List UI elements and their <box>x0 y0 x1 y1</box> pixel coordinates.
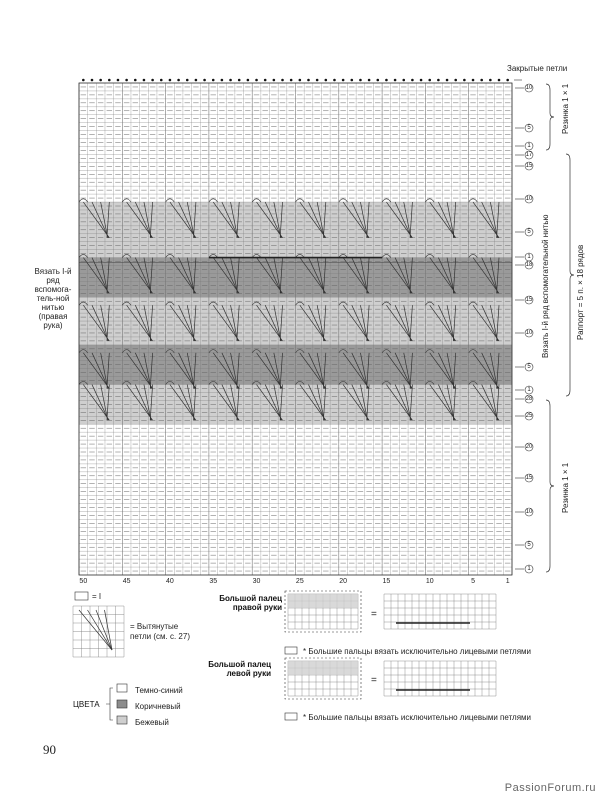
label-rib-bottom: Резинка 1 × 1 <box>561 462 570 513</box>
row-number-15: 15 <box>525 475 533 481</box>
pulled-loop-arc <box>252 199 261 202</box>
row-number-25: 25 <box>525 413 533 419</box>
thumb-right-shade <box>288 594 358 608</box>
closed-loop-dot <box>221 79 224 82</box>
pulled-loop-arc <box>166 199 175 202</box>
stitch-number-10: 10 <box>425 578 434 585</box>
closed-loop-dot <box>342 79 345 82</box>
watermark: PassionForum.ru <box>504 782 596 794</box>
closed-loop-dot <box>195 79 198 82</box>
closed-loop-dot <box>299 79 302 82</box>
closed-loop-dot <box>117 79 120 82</box>
row-number-10: 10 <box>525 330 533 336</box>
legend-pulled-loops-grid <box>73 606 124 657</box>
row-number-15: 15 <box>525 297 533 303</box>
label-aux-thread: Вязать I-й ряд вспомогательной нитью <box>541 214 550 358</box>
pulled-loop-arc <box>469 199 478 202</box>
swatch-brown <box>117 700 127 708</box>
row-number-1: 1 <box>527 387 531 393</box>
color-name-beige: Бежевый <box>135 718 169 727</box>
closed-loop-dot <box>454 79 457 82</box>
thumb-left-chart <box>285 658 361 699</box>
row-number-17: 17 <box>525 152 533 158</box>
closed-loop-dot <box>402 79 405 82</box>
closed-loop-dot <box>368 79 371 82</box>
thumb-right-note-symbol <box>285 647 297 654</box>
closed-loop-dot <box>437 79 440 82</box>
closed-loop-dot <box>307 79 310 82</box>
legend-pulled-loops: = Вытянутые петли (см. с. 27) <box>130 622 190 641</box>
brace-rib-bottom <box>546 400 554 572</box>
thumb-left-shade <box>288 661 358 675</box>
thumb-left-result <box>384 661 496 696</box>
pulled-loop-arc <box>339 199 348 202</box>
closed-loop-dot <box>177 79 180 82</box>
brace-rapport <box>566 154 574 396</box>
closed-loop-dot <box>472 79 475 82</box>
legend-blank-cell <box>75 592 88 600</box>
row-number-1: 1 <box>527 143 531 149</box>
closed-loop-dot <box>506 79 509 82</box>
color-name-brown: Коричневый <box>135 702 181 711</box>
closed-loops-label: Закрытые петли <box>507 64 568 73</box>
closed-loop-dot <box>480 79 483 82</box>
closed-loop-dot <box>143 79 146 82</box>
closed-loop-dot <box>420 79 423 82</box>
closed-loop-dot <box>229 79 232 82</box>
closed-loop-dot <box>316 79 319 82</box>
stitch-number-30: 30 <box>252 578 261 585</box>
closed-loop-dot <box>238 79 241 82</box>
closed-loop-dot <box>498 79 501 82</box>
row-number-1: 1 <box>527 254 531 260</box>
closed-loop-dot <box>489 79 492 82</box>
swatch-beige <box>117 716 127 724</box>
stitch-number-20: 20 <box>339 578 348 585</box>
row-number-28: 28 <box>525 396 533 402</box>
closed-loop-dot <box>411 79 414 82</box>
pulled-loop-arc <box>122 199 131 202</box>
pulled-loop-arc <box>209 199 218 202</box>
stitch-number-50: 50 <box>79 578 88 585</box>
pulled-loop-arc <box>382 199 391 202</box>
closed-loop-dot <box>428 79 431 82</box>
thumb-left-note-symbol <box>285 713 297 720</box>
row-number-20: 20 <box>525 444 533 450</box>
closed-loop-dot <box>394 79 397 82</box>
closed-loop-dot <box>151 79 154 82</box>
thumb-left-eq: = <box>371 675 377 686</box>
closed-loop-dot <box>273 79 276 82</box>
closed-loop-dot <box>169 79 172 82</box>
closed-loop-dot <box>281 79 284 82</box>
pulled-loop-arc <box>425 199 434 202</box>
pulled-loop-arc <box>296 199 305 202</box>
swatch-navy <box>117 684 127 692</box>
closed-loop-dot <box>446 79 449 82</box>
row-number-10: 10 <box>525 509 533 515</box>
stitch-number-15: 15 <box>382 578 391 585</box>
closed-loop-dot <box>264 79 267 82</box>
closed-loop-dot <box>160 79 163 82</box>
thumb-right-result <box>384 594 496 629</box>
row-number-5: 5 <box>527 229 531 235</box>
stitch-number-45: 45 <box>122 578 131 585</box>
closed-loop-dot <box>82 79 85 82</box>
closed-loop-dot <box>333 79 336 82</box>
thumb-right-title: Большой палец правой руки <box>219 594 282 612</box>
closed-loop-dot <box>385 79 388 82</box>
page-number: 90 <box>43 742 56 757</box>
row-number-10: 10 <box>525 85 533 91</box>
closed-loop-dot <box>359 79 362 82</box>
colors-bracket <box>106 688 113 720</box>
closed-loop-dot <box>290 79 293 82</box>
stitch-number-5: 5 <box>471 578 475 585</box>
closed-loop-dot <box>325 79 328 82</box>
closed-loop-dot <box>247 79 250 82</box>
closed-loop-dot <box>376 79 379 82</box>
row-number-18: 18 <box>525 262 533 268</box>
stitch-number-40: 40 <box>166 578 174 585</box>
closed-loop-dot <box>108 79 111 82</box>
closed-loop-dot <box>91 79 94 82</box>
legend-symbol-eq: = I <box>92 592 102 601</box>
closed-loop-dot <box>134 79 137 82</box>
closed-loop-dot <box>255 79 258 82</box>
row-number-1: 1 <box>527 566 531 572</box>
row-number-5: 5 <box>527 364 531 370</box>
label-rapport: Раппорт = 5 п. × 18 рядов <box>576 244 585 340</box>
stitch-number-35: 35 <box>209 578 218 585</box>
stitch-number-1: 1 <box>505 578 510 585</box>
row-number-5: 5 <box>527 542 531 548</box>
color-name-navy: Темно-синий <box>135 686 183 695</box>
row-number-15: 15 <box>525 163 533 169</box>
thumb-right-chart <box>285 591 361 632</box>
closed-loop-dot <box>463 79 466 82</box>
closed-loop-dot <box>212 79 215 82</box>
left-note-aux-thread: Вязать I-й ряд вспомога-тель-ной нитью (правая рука) <box>34 267 72 330</box>
closed-loop-dot <box>125 79 128 82</box>
thumb-right-eq: = <box>371 609 377 620</box>
label-rib-top: Резинка 1 × 1 <box>561 83 570 134</box>
closed-loop-dot <box>99 79 102 82</box>
thumb-left-note: * Большие пальцы вязать исключительно лицевыми петлями <box>303 713 532 722</box>
pulled-loop-arc <box>79 199 88 202</box>
knitting-chart-grid <box>79 83 512 575</box>
closed-loops-row <box>82 79 522 82</box>
closed-loop-dot <box>350 79 353 82</box>
closed-loop-dot <box>186 79 189 82</box>
closed-loop-dot <box>203 79 206 82</box>
brace-rib-top <box>546 84 554 150</box>
row-number-5: 5 <box>527 125 531 131</box>
thumb-right-note: * Большие пальцы вязать исключительно лицевыми петлями <box>303 647 532 656</box>
thumb-left-title: Большой палец левой руки <box>208 660 271 678</box>
colors-title: ЦВЕТА <box>73 700 100 709</box>
row-number-10: 10 <box>525 196 533 202</box>
stitch-number-25: 25 <box>295 578 304 585</box>
